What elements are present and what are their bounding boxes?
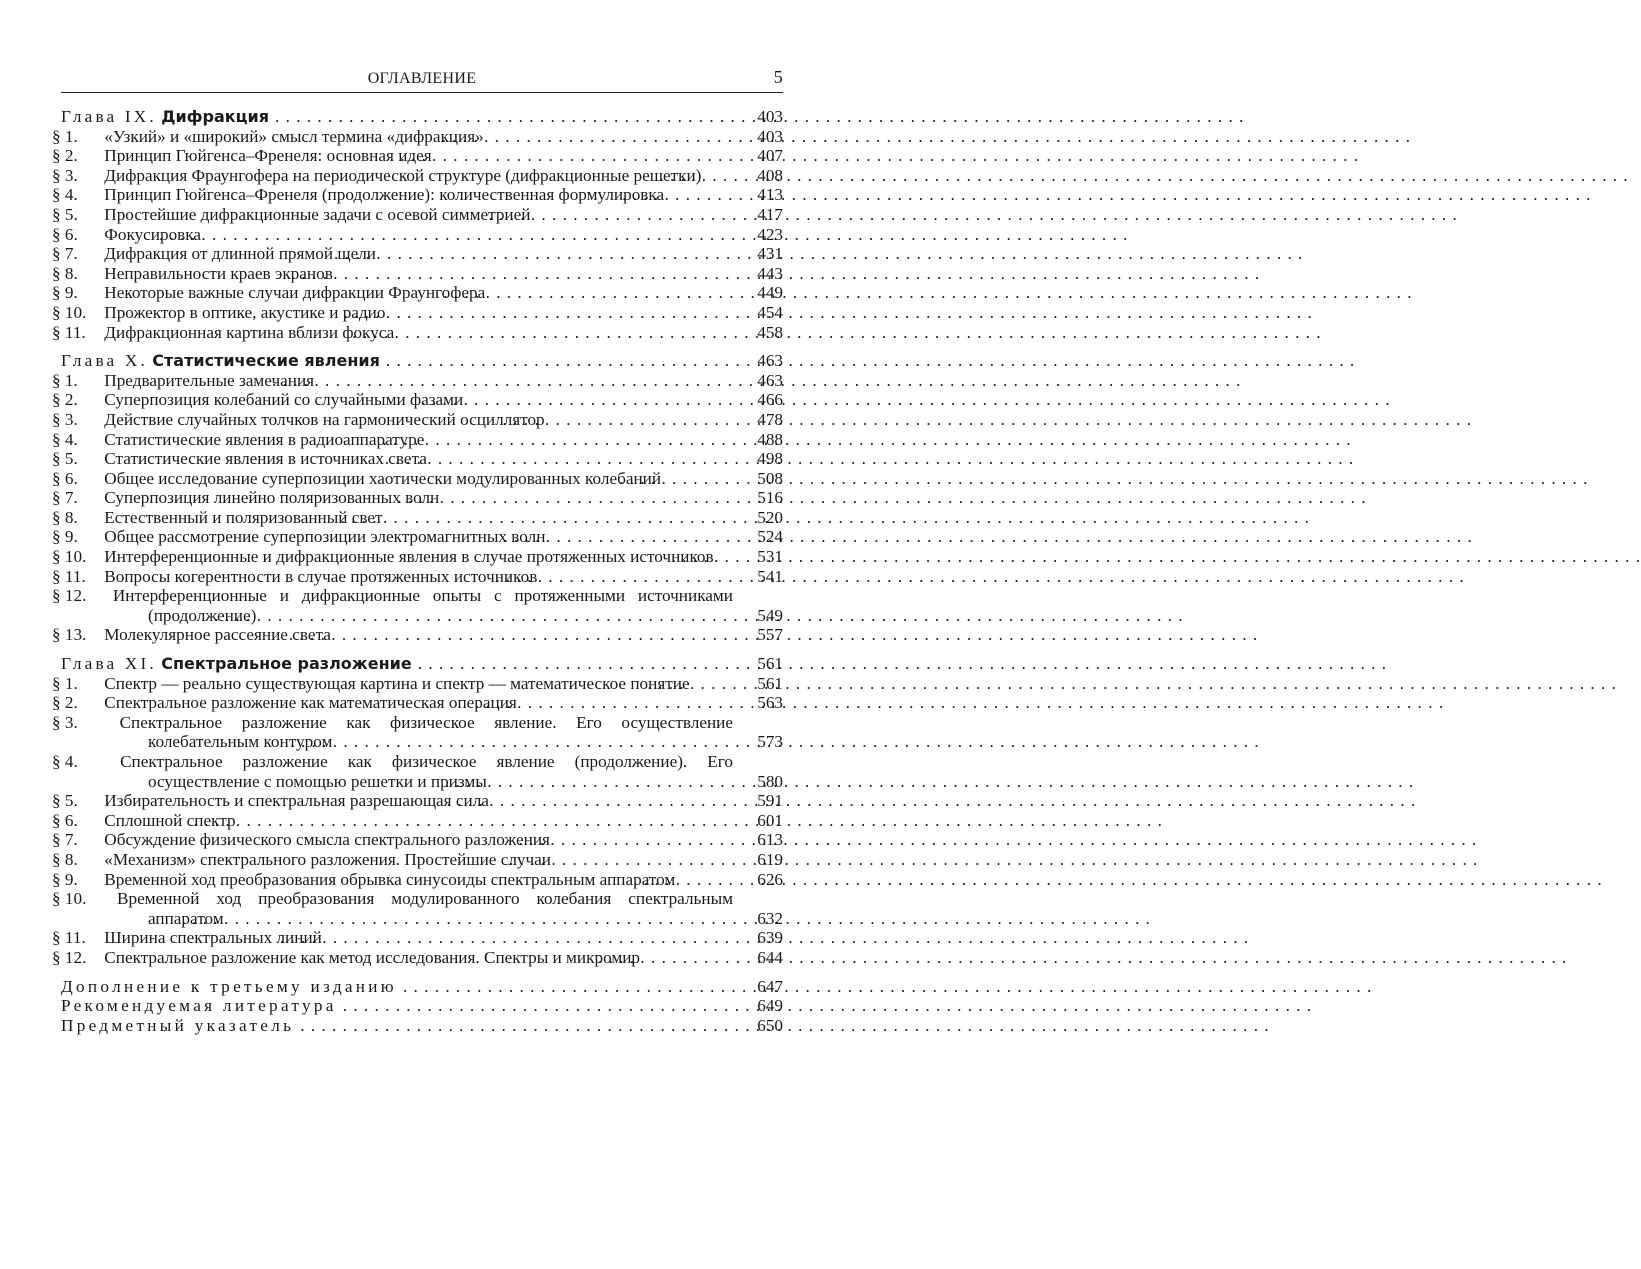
section-page-number: 531 [747, 547, 783, 567]
section-page-number: 639 [747, 928, 783, 948]
toc-entry-body: § 8. Естественный и поляризованный свет . . . [100, 508, 733, 528]
section-title: Общее рассмотрение суперпозиции электромагнитных волн [104, 527, 546, 547]
toc-section-entry[interactable] [52, 204, 783, 225]
toc-entry-text [52, 869, 747, 890]
toc-page [52, 66, 783, 1035]
section-page-number: 557 [747, 625, 783, 645]
chapter-label: Глава IX. [61, 107, 157, 126]
section-page-number: 423 [747, 225, 783, 245]
toc-entry-text [52, 791, 747, 811]
toc-entry-body [61, 107, 733, 127]
toc-entry-body: § 13. Молекулярное рассеяние света . . . [100, 625, 733, 645]
toc-section-entry[interactable] [52, 547, 783, 567]
toc-section-entry[interactable] [52, 244, 783, 264]
toc-entry-body: § 2. Спектральное разложение как математическая операция . . . [100, 693, 733, 713]
toc-entry-body: § 4. Принцип Гюйгенса–Френеля (продолжение): количественная формулировка . . . [100, 185, 733, 205]
toc-section-entry[interactable] [52, 322, 783, 343]
section-page-number: 626 [747, 870, 783, 890]
toc-section-entry[interactable] [52, 849, 783, 870]
toc-entry-text [52, 409, 747, 430]
toc-entry-body: § 4. Статистические явления в радиоаппаратуре . . . [100, 430, 733, 450]
section-title: Спектральное разложение как физическое явление. Его осуществление колебательным контуром [119, 712, 733, 752]
toc-entry-text [52, 449, 747, 469]
section-title: «Узкий» и «широкий» смысл термина «дифракция» [104, 126, 484, 146]
section-page-number: 601 [747, 811, 783, 831]
toc-section-entry[interactable] [52, 527, 783, 547]
toc-entry-body: § 11. Вопросы когерентности в случае протяженных источников . . . [100, 567, 733, 587]
section-title: Действие случайных толчков на гармонический осциллятор [104, 409, 545, 429]
toc-entry-body: § 12. Спектральное разложение как метод исследования. Спектры и микромир . . . [100, 948, 733, 968]
section-page-number: 478 [747, 410, 783, 430]
section-title: Сплошной спектр [104, 810, 236, 830]
toc-entry-text [52, 693, 747, 713]
toc-entry-body: § 7. Обсуждение физического смысла спектрального разложения . . . [100, 830, 733, 850]
section-title: Спектральное разложение как математическая операция [104, 693, 517, 713]
toc-section-entry[interactable] [52, 625, 783, 645]
section-title: Дифракционная картина вблизи фокуса [104, 322, 395, 342]
toc-entry-body: § 7. Суперпозиция линейно поляризованных волн . . . [100, 488, 733, 508]
section-page-number: 632 [747, 909, 783, 929]
toc-entry-text [52, 468, 747, 489]
toc-section-entry[interactable] [52, 566, 783, 587]
toc-section-entry[interactable] [52, 869, 783, 890]
section-page-number: 549 [747, 606, 783, 626]
section-title: Вопросы когерентности в случае протяженных источников [104, 566, 538, 586]
toc-entry-body: § 1. Спектр — реально существующая картина и спектр — математическое понятие . . . [100, 674, 733, 694]
chapter-label: Глава XI. [61, 654, 157, 674]
section-title: Некоторые важные случаи дифракции Фраунгофера [104, 283, 486, 303]
toc-appendix-entry[interactable] [61, 977, 783, 997]
header-rule [61, 92, 783, 93]
toc-entry-text [52, 586, 747, 625]
toc-entry-text [52, 712, 747, 752]
chapter-title: Спектральное разложение [161, 654, 412, 674]
chapter-page-number: 561 [747, 654, 783, 674]
section-title: Временной ход преобразования обрывка синусоиды спектральным аппаратом [104, 869, 676, 889]
toc-entry-text [52, 547, 747, 567]
chapter-block [52, 351, 783, 645]
toc-entry-body: § 5. Статистические явления в источниках света . . . [100, 449, 733, 469]
appendix-page-number: 647 [747, 977, 783, 997]
toc-appendix-entry[interactable] [61, 996, 783, 1016]
section-page-number: 488 [747, 430, 783, 450]
toc-entry-text [52, 752, 747, 791]
chapter-page-number: 403 [747, 107, 783, 127]
section-page-number: 561 [747, 674, 783, 694]
toc-section-entry[interactable] [52, 449, 783, 469]
toc-entry-text [52, 527, 747, 547]
toc-entry-text [61, 1016, 747, 1036]
section-title: Простейшие дифракционные задачи с осевой симметрией [104, 204, 531, 224]
toc-section-entry[interactable] [52, 830, 783, 850]
section-title: Ширина спектральных линий [104, 928, 322, 948]
toc-entry-body: § 6. Фокусировка . . . [100, 225, 733, 245]
chapter-page-number: 463 [747, 351, 783, 371]
section-page-number: 417 [747, 205, 783, 225]
toc-section-entry[interactable] [52, 488, 783, 508]
toc-entry-text [52, 302, 747, 323]
toc-section-entry[interactable] [52, 263, 783, 284]
toc-entry-body: § 8. «Механизм» спектрального разложения. Простейшие случаи . . . [100, 850, 733, 870]
section-title: Суперпозиция линейно поляризованных волн [104, 488, 440, 508]
toc-entry-body: § 10. Интерференционные и дифракционные явления в случае протяженных источников . . . [100, 547, 733, 567]
section-page-number: 644 [747, 948, 783, 968]
toc-section-entry[interactable] [52, 810, 783, 831]
section-page-number: 591 [747, 791, 783, 811]
toc-entry-text [52, 390, 747, 410]
section-page-number: 613 [747, 830, 783, 850]
section-title: Дифракция Фраунгофера на периодической структуре (дифракционные решетки) [104, 165, 702, 185]
section-title: Обсуждение физического смысла спектрального разложения [104, 830, 550, 850]
section-page-number: 443 [747, 264, 783, 284]
appendix-block [61, 977, 783, 1036]
appendix-title: Дополнение к третьему изданию . . . [61, 977, 733, 997]
toc-entry-text [52, 224, 747, 245]
section-page-number: 454 [747, 303, 783, 323]
toc-entry-text [52, 283, 747, 303]
appendix-title: Рекомендуемая литература . . . [61, 996, 733, 1016]
toc-entry-body: § 10. Временной ход преобразования модулированного колебания спектральным аппаратом . . . [100, 889, 733, 928]
section-title: Интерференционные и дифракционные явления в случае протяженных источников [104, 547, 714, 567]
toc-section-entry[interactable] [52, 302, 783, 323]
toc-entry-body: § 9. Временной ход преобразования обрывка синусоиды спектральным аппаратом . . . [100, 870, 733, 890]
toc-section-entry[interactable] [52, 586, 783, 625]
section-title: Общее исследование суперпозиции хаотически модулированных колебаний [104, 468, 662, 488]
section-title: Фокусировка [104, 224, 202, 244]
section-page-number: 619 [747, 850, 783, 870]
toc-entry-body: § 6. Сплошной спектр . . . [100, 811, 733, 831]
section-page-number: 463 [747, 371, 783, 391]
toc-entry-body: § 1. «Узкий» и «широкий» смысл термина «дифракция» . . . [100, 127, 733, 147]
page-number: 5 [773, 67, 783, 87]
section-page-number: 413 [747, 185, 783, 205]
toc-entry-text [52, 830, 747, 850]
toc-entry-text [52, 244, 747, 264]
toc-entry-text [52, 370, 747, 391]
section-page-number: 541 [747, 567, 783, 587]
toc-entry-body [61, 351, 733, 371]
toc-entry-body: § 11. Дифракционная картина вблизи фокуса . . . [100, 323, 733, 343]
section-title: Принцип Гюйгенса–Френеля (продолжение): количественная формулировка [104, 185, 665, 205]
section-title: Спектральное разложение как физическое явление (продолжение). Его осуществление с помощью решетки и призмы [120, 752, 734, 791]
toc-entry-text [52, 673, 747, 694]
section-title: Принцип Гюйгенса–Френеля: основная идея [104, 146, 432, 166]
toc-section-entry[interactable] [52, 673, 783, 694]
section-title: Неправильности краев экранов [104, 263, 333, 283]
appendix-page-number: 650 [747, 1016, 783, 1036]
section-title: Статистические явления в источниках света [104, 449, 427, 469]
toc-entry-text [52, 165, 747, 186]
section-page-number: 563 [747, 693, 783, 713]
toc-entry-text [52, 507, 747, 528]
section-title: Спектральное разложение как метод исследования. Спектры и микромир [104, 947, 641, 967]
toc-appendix-entry[interactable] [61, 1016, 783, 1036]
toc-entry-text [61, 351, 747, 371]
toc-entry-text [52, 263, 747, 284]
toc-entry-body: § 11. Ширина спектральных линий . . . [100, 928, 733, 948]
toc-entry-body: § 10. Прожектор в оптике, акустике и радио . . . [100, 303, 733, 323]
toc-entry-text [52, 928, 747, 948]
chapter-title: Статистические явления [152, 351, 380, 371]
appendix-page-number: 649 [747, 996, 783, 1016]
toc-section-entry[interactable] [52, 507, 783, 528]
toc-entry-body: § 3. Спектральное разложение как физическое явление. Его осуществление колебательным контуром . . . [100, 713, 733, 752]
toc-section-entry[interactable] [52, 146, 783, 166]
toc-entry-body: § 12. Интерференционные и дифракционные опыты с протяженными источниками (продолжение) . . . [100, 586, 733, 625]
toc-entry-body: § 5. Избирательность и спектральная разрешающая сила . . . [100, 791, 733, 811]
toc-section-entry[interactable] [52, 409, 783, 430]
toc-entry-body: § 9. Общее рассмотрение суперпозиции электромагнитных волн . . . [100, 527, 733, 547]
toc-section-entry[interactable] [52, 752, 783, 791]
running-head [61, 66, 783, 92]
toc-section-entry[interactable] [52, 126, 783, 147]
section-title: Спектр — реально существующая картина и спектр — математическое понятие [104, 673, 690, 693]
toc-entry-text [61, 996, 747, 1016]
toc-entry-text [52, 947, 747, 968]
toc-section-entry[interactable] [52, 370, 783, 391]
section-page-number: 458 [747, 323, 783, 343]
section-page-number: 573 [747, 732, 783, 752]
toc-chapter-entry[interactable] [61, 351, 783, 371]
section-page-number: 520 [747, 508, 783, 528]
toc-entry-text [61, 977, 747, 997]
toc-entry-text [52, 322, 747, 343]
toc-section-entry[interactable] [52, 712, 783, 752]
section-page-number: 516 [747, 488, 783, 508]
toc-section-entry[interactable] [52, 889, 783, 928]
toc-entry-body: § 6. Общее исследование суперпозиции хаотически модулированных колебаний . . . [100, 469, 733, 489]
toc-entry-text [52, 566, 747, 587]
section-page-number: 498 [747, 449, 783, 469]
toc-entry-body: § 3. Действие случайных толчков на гармонический осциллятор . . . [100, 410, 733, 430]
toc-section-entry[interactable] [52, 791, 783, 811]
section-page-number: 449 [747, 283, 783, 303]
toc-entry-text [61, 654, 747, 674]
section-page-number: 580 [747, 772, 783, 792]
toc-entry-text [52, 889, 747, 928]
toc-entry-body: § 2. Суперпозиция колебаний со случайными фазами . . . [100, 390, 733, 410]
toc-chapter-entry[interactable] [61, 654, 783, 674]
toc-section-entry[interactable] [52, 947, 783, 968]
chapter-block [52, 107, 783, 342]
section-title: Статистические явления в радиоаппаратуре [104, 429, 425, 449]
section-title: Избирательность и спектральная разрешающая сила [104, 791, 489, 811]
chapter-block [52, 654, 783, 968]
section-title: Временной ход преобразования модулированного колебания спектральным аппаратом [117, 889, 734, 928]
toc-entry-text [52, 146, 747, 166]
toc-entry-body: § 2. Принцип Гюйгенса–Френеля: основная идея . . . [100, 146, 733, 166]
section-title: Интерференционные и дифракционные опыты с протяженными источниками (продолжение) [112, 586, 733, 625]
toc-entry-body: § 8. Неправильности краев экранов . . . [100, 264, 733, 284]
toc-chapter-entry[interactable] [61, 107, 783, 127]
toc-entry-body: § 1. Предварительные замечания . . . [100, 371, 733, 391]
toc-section-entry[interactable] [52, 283, 783, 303]
toc-entry-text [52, 488, 747, 508]
chapter-label: Глава X. [61, 351, 148, 371]
section-page-number: 431 [747, 244, 783, 264]
section-page-number: 466 [747, 390, 783, 410]
section-title: Предварительные замечания [104, 370, 315, 390]
toc-entry-text [52, 849, 747, 870]
section-page-number: 524 [747, 527, 783, 547]
toc-section-entry[interactable] [52, 185, 783, 205]
toc-entry-body: § 5. Простейшие дифракционные задачи с осевой симметрией . . . [100, 205, 733, 225]
section-title: Суперпозиция колебаний со случайными фазами [104, 390, 464, 410]
section-page-number: 403 [747, 127, 783, 147]
toc-entry-body: § 4. Спектральное разложение как физическое явление (продолжение). Его осуществление с помощью решетки и призмы . . . [100, 752, 733, 791]
chapter-title: Дифракция [161, 107, 269, 126]
toc-section-entry[interactable] [52, 165, 783, 186]
section-title: Дифракция от длинной прямой щели [104, 244, 377, 264]
appendix-title: Предметный указатель . . . [61, 1016, 733, 1036]
toc-section-entry[interactable] [52, 429, 783, 450]
toc-entry-body [61, 654, 733, 674]
toc-entry-text [52, 126, 747, 147]
toc-entry-text [52, 204, 747, 225]
section-page-number: 508 [747, 469, 783, 489]
section-title: Естественный и поляризованный свет [104, 507, 383, 527]
section-page-number: 407 [747, 146, 783, 166]
toc-entry-body: § 3. Дифракция Фраунгофера на периодической структуре (дифракционные решетки) . . . [100, 166, 733, 186]
toc-entry-text [52, 810, 747, 831]
toc-entry-text [52, 429, 747, 450]
toc-entry-text [52, 185, 747, 205]
table-of-contents [52, 107, 783, 1035]
toc-section-entry[interactable] [52, 224, 783, 245]
section-title: Молекулярное рассеяние света [104, 625, 331, 645]
section-page-number: 408 [747, 166, 783, 186]
section-title: Прожектор в оптике, акустике и радио [104, 302, 386, 322]
section-title: «Механизм» спектрального разложения. Простейшие случаи [104, 849, 551, 869]
page-title: ОГЛАВЛЕНИЕ [367, 70, 477, 87]
toc-entry-text [61, 107, 747, 127]
toc-entry-text [52, 625, 747, 645]
toc-entry-body: § 7. Дифракция от длинной прямой щели . . . [100, 244, 733, 264]
toc-section-entry[interactable] [52, 390, 783, 410]
toc-section-entry[interactable] [52, 468, 783, 489]
toc-section-entry[interactable] [52, 693, 783, 713]
toc-entry-body: § 9. Некоторые важные случаи дифракции Фраунгофера . . . [100, 283, 733, 303]
toc-section-entry[interactable] [52, 928, 783, 948]
